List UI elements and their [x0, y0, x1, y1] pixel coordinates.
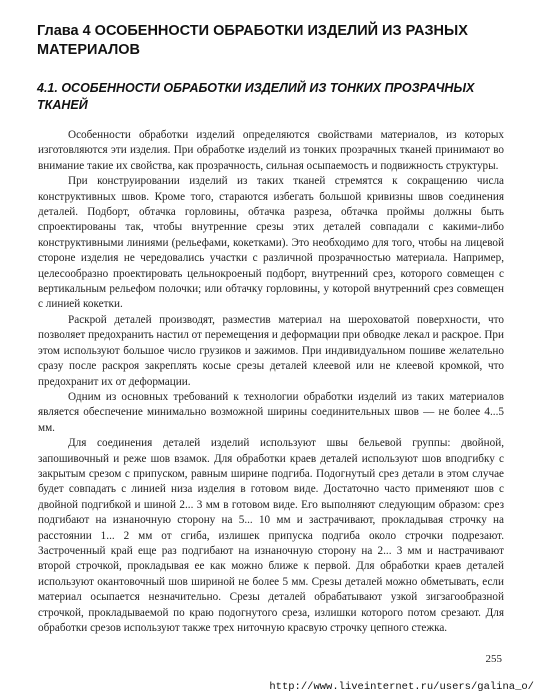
paragraph: Одним из основных требований к технологии обработки изделий из таких материалов является обеспечение минимально возможной ширины соединительных швов — не более 4...5 мм. [38, 390, 504, 434]
paragraph: Для соединения деталей изделий используют швы бельевой группы: двойной, запошивочный и реже шов взамок. Для обработки краев деталей используют шов вподгибку с закрытым срезом с припуском, равным ширине подгиба. Подогнутый срез детали в этом случае будет совпадать с линией низа изделия в готовом виде. Достаточно часто применяют шов с двойной подгибкой и шиной 2... 3 мм в готовом виде. Его выполняют следующим образом: срез подгибают на изнаночную сторону на 5... 10 мм и застрачивают, прокладывая строчку на расстоянии 1... 2 мм от сгиба, излишек припуска подгиба около строчки подрезают. Застроченный край еще раз подгибают на изнаночную сторону на 2... 3 мм и настрачивают второй строчкой, прокладывая ее как можно ближе к первой. Для обработки краев деталей используют окантовочный шов шириной не более 5 мм. Срезы деталей можно обметывать, если материал осыпается незначительно. Срезы деталей обрабатывают узкой зигзагообразной строчкой, прокладываемой по краю подогнутого среза, излишки которого потом срезают. Для обработки срезов используют также трех ниточную красвую строчку цепного стежка. [38, 437, 504, 634]
page-number: 255 [485, 653, 502, 665]
body-text [38, 128, 504, 636]
section-title: 4.1. ОСОБЕННОСТИ ОБРАБОТКИ ИЗДЕЛИЙ ИЗ ТОНКИХ ПРОЗРАЧНЫХ ТКАНЕЙ [37, 81, 475, 112]
paragraph: При конструировании изделий из таких тканей стремятся к сокращению числа конструктивных швов. Кроме того, стараются избегать большой кривизны швов соединения деталей. Подборт, обтачка горловины, обтачка разреза, обтачка проймы должны быть спроектированы так, чтобы внутренние срезы этих деталей совпадали с какими-либо конструктивными линиями (рельефами, кокетками). Это необходимо для того, чтобы на лицевой стороне изделия не чередовались участки с различной прозрачностью материала. Например, целесообразно проектировать цельнокроеный подборт, внутренний срез, которого совмещен с вертикальным рельефом полочки; или обтачку горловины, у которой внутренний срез совмещен с линией кокетки. [38, 175, 504, 311]
paragraph: Особенности обработки изделий определяются свойствами материалов, из которых изготовляются эти изделия. При обработке изделий из тонких прозрачных тканей принимают во внимание такие их свойства, как прозрачность, сильная осыпаемость и подвижность структуры. [38, 129, 504, 172]
watermark-url: http://www.liveinternet.ru/users/galina_o/ [269, 681, 534, 693]
paragraph: Раскрой деталей производят, разместив материал на шероховатой поверхности, что позволяет предохранить настил от перемещения и деформации при обводке лекал и раскрое. При этом используют большое число грузиков и зажимов. При индивидуальном пошиве желательно сразу после раскроя закреплять косые срезы деталей клеевой или не клеевой кромкой, что предохранит их от деформации. [38, 313, 504, 388]
chapter-title: Глава 4 ОСОБЕННОСТИ ОБРАБОТКИ ИЗДЕЛИЙ ИЗ РАЗНЫХ МАТЕРИАЛОВ [37, 23, 468, 58]
